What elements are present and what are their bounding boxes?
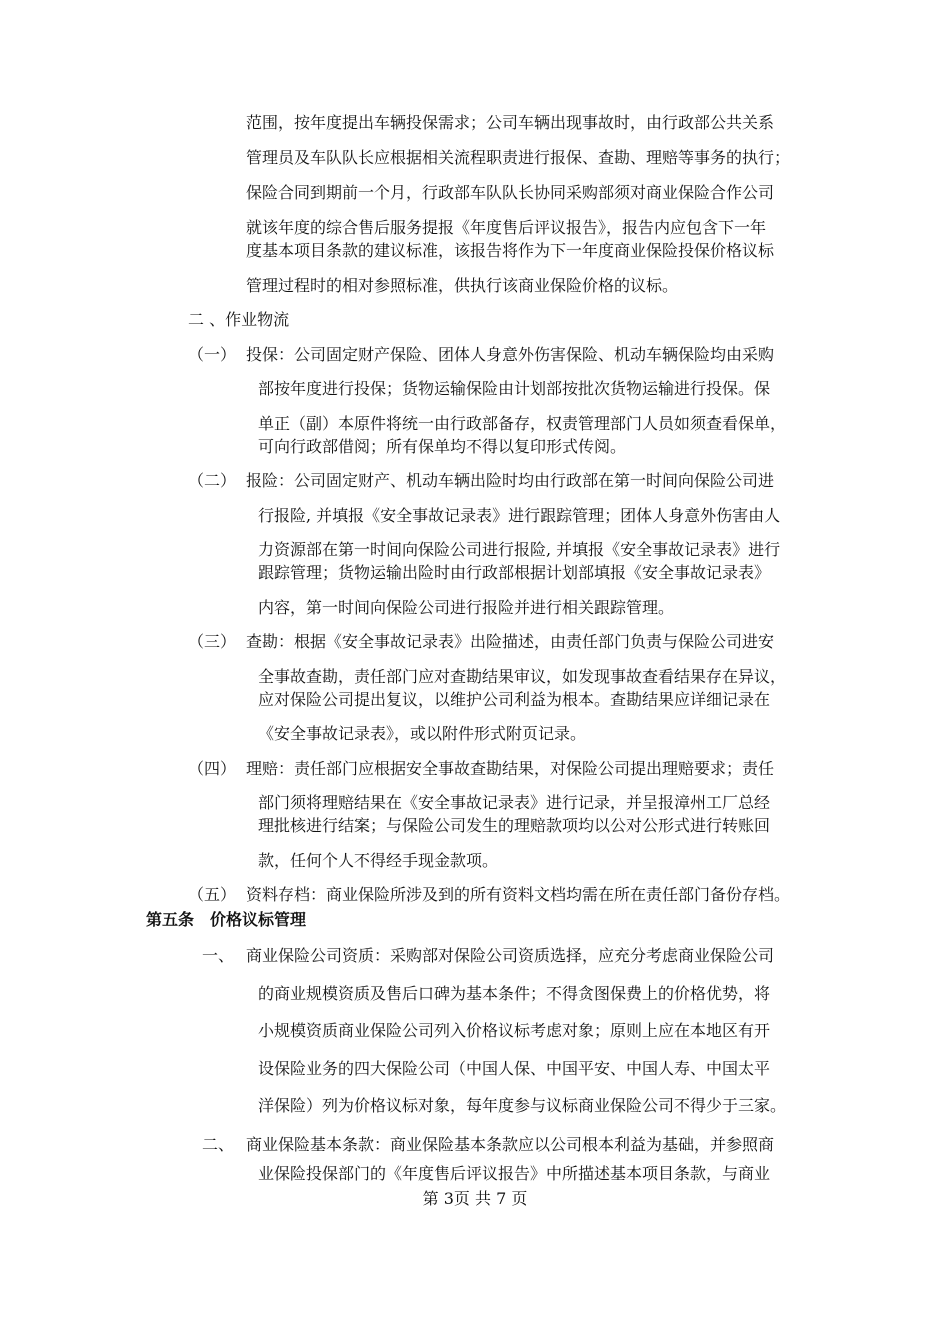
intro-line: 管理员及车队队长应根据相关流程职责进行报保、查勘、理赔等事务的执行； <box>246 148 791 167</box>
item-line: 部门须将理赔结果在《安全事故记录表》进行记录，并呈报漳州工厂总经 <box>258 793 771 812</box>
page-number-footer: 第 3页 共 7 页 <box>422 1189 528 1208</box>
item-line: 报险：公司固定财产、机动车辆出险时均由行政部在第一时间向保险公司进 <box>246 471 775 490</box>
item-line: 查勘：根据《安全事故记录表》出险描述，由责任部门负责与保险公司进安 <box>246 632 775 651</box>
item-line: 《安全事故记录表》，或以附件形式附页记录。 <box>258 724 587 743</box>
item-line: 可向行政部借阅；所有保单均不得以复印形式传阅。 <box>258 437 627 456</box>
section-heading: 二 、作业物流 <box>188 310 290 329</box>
item-marker: （二） <box>188 471 237 490</box>
item-line: 投保：公司固定财产保险、团体人身意外伤害保险、机动车辆保险均由采购 <box>246 345 775 364</box>
item-line: 全事故查勘，责任部门应对查勘结果审议，如发现事故查看结果存在异议， <box>258 667 787 686</box>
item-line: 内容，第一时间向保险公司进行报险并进行相关跟踪管理。 <box>258 598 675 617</box>
item-line: 单正（副）本原件将统一由行政部备存，权责管理部门人员如须查看保单， <box>258 414 787 433</box>
intro-line: 就该年度的综合售后服务提报《年度售后评议报告》，报告内应包含下一年 <box>246 218 767 237</box>
item-line: 设保险业务的四大保险公司（中国人保、中国平安、中国人寿、中国太平 <box>258 1059 771 1078</box>
item-line: 行报险, 并填报《安全事故记录表》进行跟踪管理；团体人身意外伤害由人 <box>258 506 781 525</box>
item-line: 款，任何个人不得经手现金款项。 <box>258 851 499 870</box>
item-line: 力资源部在第一时间向保险公司进行报险, 并填报《安全事故记录表》进行 <box>258 540 781 559</box>
intro-line: 范围，按年度提出车辆投保需求；公司车辆出现事故时，由行政部公共关系 <box>246 113 775 132</box>
intro-line: 保险合同到期前一个月，行政部车队队长协同采购部须对商业保险合作公司 <box>246 183 775 202</box>
item-marker: 二、 <box>202 1135 235 1154</box>
item-line: 洋保险）列为价格议标对象，每年度参与议标商业保险公司不得少于三家。 <box>258 1096 787 1115</box>
item-line: 业保险投保部门的《年度售后评议报告》中所描述基本项目条款，与商业 <box>258 1164 771 1183</box>
item-line: 部按年度进行投保；货物运输保险由计划部按批次货物运输进行投保。保 <box>258 379 771 398</box>
item-line: 的商业规模资质及售后口碑为基本条件；不得贪图保费上的价格优势，将 <box>258 984 771 1003</box>
item-line: 商业保险基本条款：商业保险基本条款应以公司根本利益为基础，并参照商 <box>246 1135 775 1154</box>
item-line: 理批核进行结案；与保险公司发生的理赔款项均以公对公形式进行转账回 <box>258 816 771 835</box>
item-line: 跟踪管理；货物运输出险时由行政部根据计划部填报《安全事故记录表》 <box>258 563 771 582</box>
item-marker: （四） <box>188 759 237 778</box>
item-line: 资料存档：商业保险所涉及到的所有资料文档均需在所在责任部门备份存档。 <box>246 885 791 904</box>
item-marker: （五） <box>188 885 237 904</box>
item-marker: （一） <box>188 345 237 364</box>
article-heading: 第五条 价格议标管理 <box>146 910 307 929</box>
item-line: 理赔：责任部门应根据安全事故查勘结果，对保险公司提出理赔要求；责任 <box>246 759 775 778</box>
item-marker: （三） <box>188 632 237 651</box>
item-line: 小规模资质商业保险公司列入价格议标考虑对象；原则上应在本地区有开 <box>258 1021 771 1040</box>
intro-line: 度基本项目条款的建议标准，该报告将作为下一年度商业保险投保价格议标 <box>246 241 775 260</box>
item-marker: 一、 <box>202 946 235 965</box>
intro-line: 管理过程时的相对参照标准，供执行该商业保险价格的议标。 <box>246 276 679 295</box>
item-line: 应对保险公司提出复议，以维护公司利益为根本。查勘结果应详细记录在 <box>258 690 771 709</box>
item-line: 商业保险公司资质：采购部对保险公司资质选择，应充分考虑商业保险公司 <box>246 946 775 965</box>
